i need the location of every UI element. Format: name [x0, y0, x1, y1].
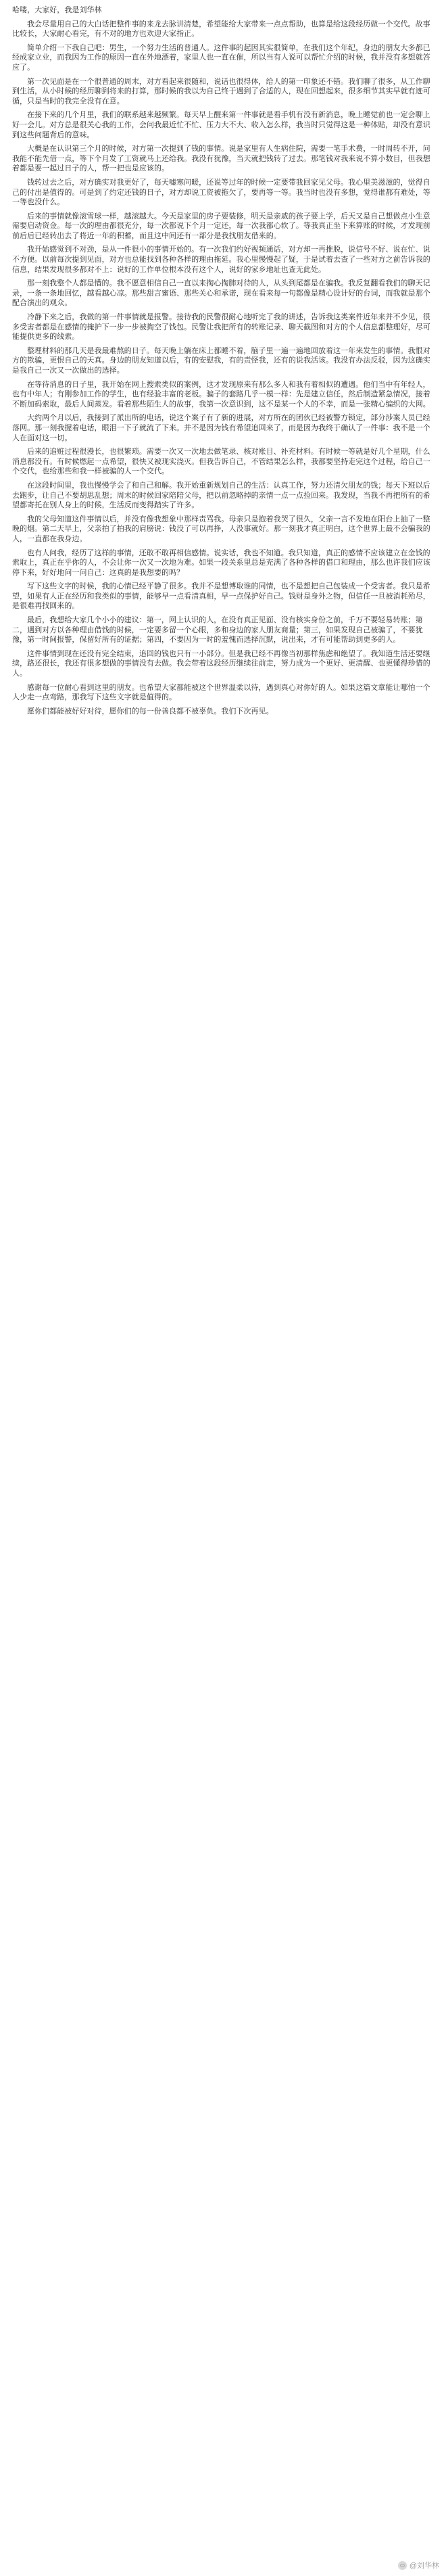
weibo-logo-icon	[398, 2561, 407, 2570]
article-paragraph: 愿你们都能被好好对待，愿你们的每一份善良都不被辜负。我们下次再见。	[27, 706, 274, 716]
article-paragraph: 也有人问我，经历了这样的事情，还敢不敢再相信感情。说实话，我也不知道。我只知道，真正的感情不应该建立在金钱的索取上，真正在乎你的人，不会让你一次又一次地为难。如果一段关系里总是充满了各种各样的借口和理由，那么也许我们应该停下来，好好地问一问自己：这真的是我想要的吗？	[12, 548, 430, 577]
article-paragraph: 写下这些文字的时候，我的心情已经平静了很多。我并不是想博取谁的同情，也不是想把自己包装成一个受害者。我只是希望，如果有人正在经历和我类似的事情，能够早一点看清真相，早一点保护好自己。钱财是身外之物，但信任一旦被消耗殆尽，是很难再找回来的。	[12, 582, 430, 611]
article-paragraph: 在这段时间里，我也慢慢学会了和自己和解。我开始重新规划自己的生活：认真工作，努力还清欠朋友的钱；每天下班以后去跑步，让自己不要胡思乱想；周末的时候回家陪陪父母，把以前忽略掉的亲情一点一点捡回来。我发现，当我不再把所有的希望都寄托在别人身上的时候，生活反而变得踏实了许多。	[12, 480, 430, 510]
article-paragraph: 最后，我想给大家几个小小的建议：第一，网上认识的人，在没有真正见面、没有核实身份之前，千万不要轻易转账；第二，遇到对方以各种理由借钱的时候，一定要多留一个心眼，多和身边的家人朋友商量；第三，如果发现自己被骗了，不要犹豫，第一时间报警，保留好所有的证据；第四，不要因为一时的羞愧而选择沉默，说出来，才有可能帮助到更多的人。	[12, 615, 423, 645]
article-paragraph: 哈喽，大家好，我是刘华林	[12, 5, 102, 14]
article-paragraph: 大约两个月以后，我接到了派出所的电话，说这个案子有了新的进展，对方所在的团伙已经被警方锁定，部分涉案人员已经落网。那一刻我握着电话，眼泪一下子就流了下来。并不是因为钱有希望追回来了，而是因为我终于确认了一件事：我不是一个人在面对这一切。	[12, 413, 430, 442]
article-paragraph: 在接下来的几个月里，我们的联系越来越频繁。每天早上醒来第一件事就是看手机有没有新消息，晚上睡觉前也一定会聊上好一会儿。对方总是很关心我的工作，会问我最近忙不忙、压力大不大、收入怎么样，我当时只觉得这是一种体贴，却没有意识到这些问题背后的意味。	[12, 110, 430, 139]
article-paragraph: 大概是在认识第三个月的时候，对方第一次提到了钱的事情。说是家里有人生病住院，需要一笔手术费，一时周转不开，问我能不能先借一点，等下个月发了工资就马上还给我。我没有犹豫，当天就把钱转了过去。那笔钱对我来说不算小数目，但我想着都是要一起过日子的人，帮一把也是应该的。	[12, 144, 430, 173]
article-paragraph: 钱转过去之后，对方确实对我更好了，每天嘘寒问暖，还说等过年的时候一定要带我回家见父母。我心里美滋滋的，觉得自己的付出是值得的。可是到了约定还钱的日子，对方却说工资被拖欠了，要再等一等。我当时也没有多想，觉得谁都有难处，等一等也没什么。	[12, 177, 430, 207]
article-paragraph: 简单介绍一下我自己吧：男生，一个努力生活的普通人。这件事的起因其实很简单，在我们这个年纪，身边的朋友大多都已经成家立业，而我因为工作的原因一直在外地漂着，家里人也一直在催，所以当有人说可以帮忙介绍的时候，我并没有多想就答应了。	[12, 43, 430, 72]
watermark-text: @刘华林	[409, 2562, 439, 2570]
article-paragraph: 我会尽量用自己的大白话把整件事的来龙去脉讲清楚，希望能给大家带来一点点帮助，也算是给这段经历做一个交代。故事比较长，大家耐心看完，有不对的地方也欢迎大家指正。	[12, 19, 430, 39]
article-paragraph: 整理材料的那几天是我最难熬的日子。每天晚上躺在床上都睡不着，脑子里一遍一遍地回放着这一年来发生的事情。我恨对方的欺骗，更恨自己的天真。身边的朋友知道以后，有的安慰我，有的责怪我，还有的说我活该。我没有办法反驳，因为这确实是我自己一次又一次做出的选择。	[12, 346, 430, 375]
watermark	[398, 2560, 439, 2571]
article-paragraph: 后来的追赃过程很漫长，也很繁琐。需要一次又一次地去做笔录、核对账目、补充材料。有时候一等就是好几个星期，什么消息都没有。有时候燃起一点希望，很快又被现实浇灭。但我告诉自己，不管结果怎么样，我都要坚持走完这个过程，给自己一个交代，也给那些和我一样被骗的人一个交代。	[12, 447, 430, 476]
article-paragraph: 感谢每一位耐心看到这里的朋友。也希望大家都能被这个世界温柔以待，遇到真心对你好的人。如果这篇文章能让哪怕一个人少走一点弯路，那我写下这些文字就是值得的。	[12, 682, 430, 702]
article-paragraph: 那一刻我整个人都是懵的。我不愿意相信自己一直以来掏心掏肺对待的人，从头到尾都是在骗我。我反复翻看我们的聊天记录，一条一条地回忆，越看越心凉。那些甜言蜜语、那些关心和承诺，现在看来每一句都像是精心设计好的台词，而我就是那个配合演出的观众。	[12, 279, 430, 308]
article-paragraph: 在等待消息的日子里，我开始在网上搜索类似的案例，这才发现原来有那么多人和我有着相似的遭遇。他们当中有年轻人，也有中年人；有刚参加工作的学生，也有经验丰富的老板。骗子的套路几乎一模一样：先是建立信任，然后制造紧急情况，接着不断加码索取，最后人间蒸发。看着那些陌生人的故事，我第一次意识到，这不是某一个人的不幸，而是一张精心编织的大网。	[12, 379, 430, 408]
article-paragraph: 我开始感觉到不对劲，是从一件很小的事情开始的。有一次我们约好视频通话，对方却一再推脱，说信号不好、说在忙、说不方便。以前每次提到见面，对方也总能找到各种各样的理由拖延。我心里慢慢起了疑，于是试着去查了一些对方之前告诉我的信息，结果发现很多都对不上：说好的工作单位根本没有这个人，说好的家乡地址也查无此处。	[12, 245, 430, 274]
article-body	[12, 5, 434, 716]
article-paragraph: 这件事情到现在还没有完全结束，追回的钱也只有一小部分。但是我已经不再像当初那样焦虑和绝望了。我知道生活还要继续，路还很长，我还有很多想做的事情没有去做。我会带着这段经历继续往前走，努力成为一个更好、更清醒、也更懂得珍惜的人。	[12, 649, 430, 678]
article-paragraph: 第一次见面是在一个很普通的周末，对方看起来很随和，说话也很得体，给人的第一印象还不错。我们聊了很多，从工作聊到生活，从小时候的经历聊到将来的打算，那时候的我以为自己终于遇到了合适的人，现在回想起来，很多细节其实早就有迹可循，只是当时的我完全没有在意。	[12, 76, 430, 106]
article-paragraph: 冷静下来之后，我做的第一件事情就是报警。接待我的民警很耐心地听完了我的讲述，告诉我这类案件近年来并不少见，很多受害者都是在感情的掩护下一步一步被掏空了钱包。民警让我把所有的转账记录、聊天截图和对方的个人信息都整理好，尽可能提供更多的线索。	[12, 312, 430, 342]
article-paragraph: 我的父母知道这件事情以后，并没有像我想象中那样责骂我。母亲只是抱着我哭了很久，父亲一言不发地在阳台上抽了一整晚的烟。第二天早上，父亲拍了拍我的肩膀说：钱没了可以再挣，人没事就好。那一刻我才真正明白，这个世界上最不会骗我的人，一直都在我身边。	[12, 514, 430, 543]
article-paragraph: 后来的事情就像滚雪球一样，越滚越大。今天是家里的房子要装修，明天是亲戚的孩子要上学，后天又是自己想做点小生意需要启动资金。每一次的理由都很充分，每一次都说下个月一定还，每一次我都心软了。等我真正坐下来算账的时候，才发现前前后后已经转出去了将近一年的积蓄，而且这中间还有一部分是我找朋友借来的。	[12, 211, 430, 240]
